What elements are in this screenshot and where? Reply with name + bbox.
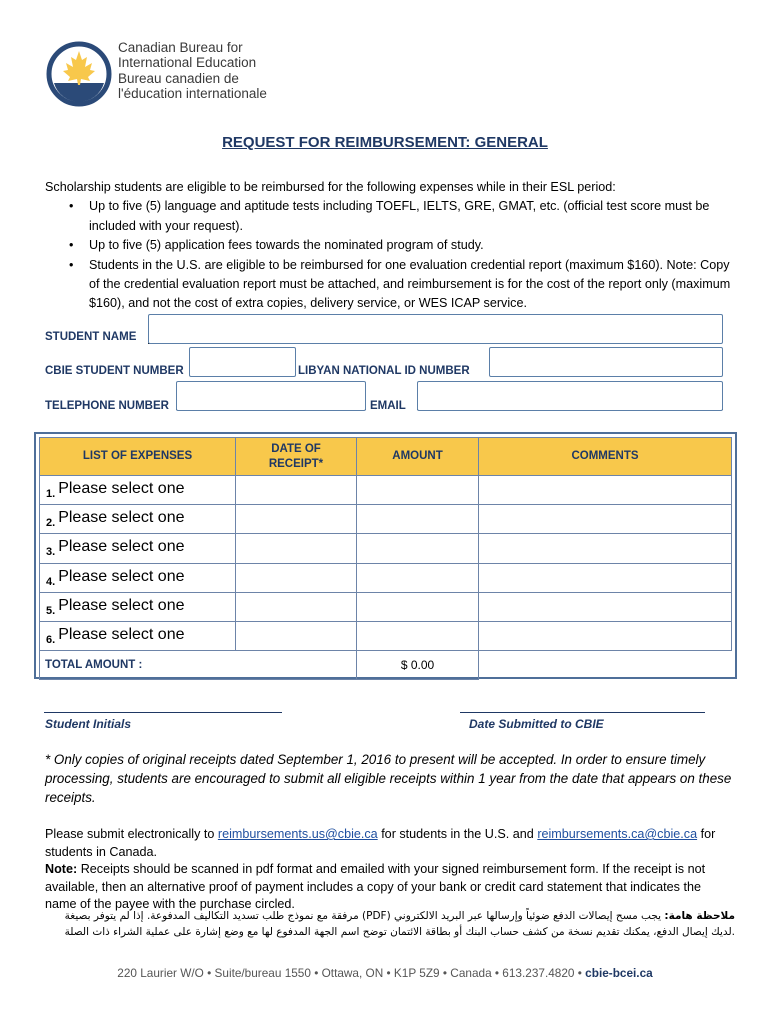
expense-table xyxy=(39,437,732,680)
website-text: cbie-bcei.ca xyxy=(585,966,653,980)
student-initials-label: Student Initials xyxy=(45,717,132,731)
table-row xyxy=(40,505,732,534)
row-number: 3. xyxy=(46,546,56,559)
date-submitted-label: Date Submitted to CBIE xyxy=(469,717,604,731)
comments-input[interactable] xyxy=(479,563,732,592)
date-input[interactable] xyxy=(236,563,357,592)
total-amount-label: TOTAL AMOUNT : xyxy=(40,651,357,680)
telephone-field[interactable] xyxy=(176,381,366,411)
telephone-label: TELEPHONE NUMBER xyxy=(45,400,169,412)
amount-input[interactable] xyxy=(357,592,479,621)
table-row xyxy=(40,476,732,505)
total-amount-value: $ 0.00 xyxy=(357,651,479,680)
org-name-fr-1: Bureau canadien de xyxy=(118,71,239,86)
expense-select[interactable] xyxy=(40,563,236,592)
address-text: 220 Laurier W/O • Suite/bureau 1550 • Ottawa, ON • K1P 5Z9 • Canada • 613.237.4820 • xyxy=(117,966,582,980)
row-number: 6. xyxy=(46,634,56,647)
comments-input[interactable] xyxy=(479,476,732,505)
email-us-link[interactable]: reimbursements.us@cbie.ca xyxy=(217,827,378,841)
date-input[interactable] xyxy=(236,476,357,505)
amount-input[interactable] xyxy=(357,476,479,505)
arabic-note xyxy=(45,908,735,940)
expense-dropdown-value[interactable]: Please select one xyxy=(58,480,185,498)
date-input[interactable] xyxy=(236,505,357,534)
header-date-of-receipt: DATE OF RECEIPT* xyxy=(236,438,357,476)
row-number: 1. xyxy=(46,488,56,501)
page-title: REQUEST FOR REIMBURSEMENT: GENERAL xyxy=(222,134,548,151)
header-amount: AMOUNT xyxy=(357,438,479,476)
amount-input[interactable] xyxy=(357,563,479,592)
submission-instructions xyxy=(45,826,735,914)
expense-select[interactable] xyxy=(40,505,236,534)
org-name-fr-2: l'éducation internationale xyxy=(118,86,267,101)
submit-text: for students in the U.S. and xyxy=(381,827,534,841)
student-initials-line[interactable] xyxy=(44,712,282,713)
arabic-note-text: يجب مسح إيصالات الدفع ضوئياً وإرسالها عبر البريد الالكتروني (PDF) مرفقة مع نموذج طلب تسديد التكاليف المدفوعة. إذا لم يتوفر بصيغة .لديك إيصال الدفع، يمكنك تقديم نسخة من كشف حساب البنك أو بطاقة الائتمان توضح اسم الجهة المدفوع لها مع وضع إشارة على عملية الشراء ذات الصلة xyxy=(64,910,735,938)
total-row xyxy=(40,651,732,680)
comments-input[interactable] xyxy=(479,621,732,650)
note-text: Receipts should be scanned in pdf format and emailed with your signed reimbursement form. If the receipt is not available, then an alternative proof of payment includes a copy of your bank or credit card statement that indicates the name of the payee with the purchase circled. xyxy=(45,862,706,912)
total-empty-cell xyxy=(479,651,732,680)
amount-input[interactable] xyxy=(357,621,479,650)
header-list-of-expenses: LIST OF EXPENSES xyxy=(40,438,236,476)
table-row xyxy=(40,563,732,592)
submit-text: for students in Canada. xyxy=(45,827,716,859)
cbie-number-field[interactable] xyxy=(189,347,296,377)
libyan-id-field[interactable] xyxy=(489,347,723,377)
expense-dropdown-value[interactable]: Please select one xyxy=(58,626,185,644)
table-row xyxy=(40,621,732,650)
table-row xyxy=(40,592,732,621)
submit-text: Please submit electronically to xyxy=(45,827,215,841)
date-submitted-line[interactable] xyxy=(460,712,705,713)
footer-address xyxy=(0,966,770,980)
expense-dropdown-value[interactable]: Please select one xyxy=(58,567,185,585)
expense-table-frame xyxy=(34,432,737,679)
org-name-en-2: International Education xyxy=(118,55,257,70)
org-name-en-1: Canadian Bureau for xyxy=(118,40,243,55)
note-label: Note: xyxy=(45,862,78,877)
submit-paragraph xyxy=(45,826,735,861)
eligibility-item: • Up to five (5) application fees towards the nominated program of study. xyxy=(89,236,735,255)
intro-lead: Scholarship students are eligible to be reimbursed for the following expenses while in their ESL period: xyxy=(45,180,616,194)
expense-dropdown-value[interactable]: Please select one xyxy=(58,538,185,556)
header-comments: COMMENTS xyxy=(479,438,732,476)
row-number: 2. xyxy=(46,517,56,530)
date-input[interactable] xyxy=(236,621,357,650)
comments-input[interactable] xyxy=(479,592,732,621)
student-name-field[interactable] xyxy=(148,314,723,344)
expense-select[interactable] xyxy=(40,592,236,621)
eligibility-item: • Up to five (5) language and aptitude tests including TOEFL, IELTS, GRE, GMAT, etc. (official test score must be included with your request). xyxy=(89,197,735,236)
eligibility-list xyxy=(89,197,735,313)
arabic-note-label: ملاحظة هامة: xyxy=(664,910,735,922)
scan-note xyxy=(45,861,735,914)
comments-input[interactable] xyxy=(479,505,732,534)
amount-input[interactable] xyxy=(357,534,479,563)
expense-select[interactable] xyxy=(40,476,236,505)
email-label: EMAIL xyxy=(370,400,406,412)
table-row xyxy=(40,534,732,563)
eligibility-intro xyxy=(45,178,735,314)
amount-input[interactable] xyxy=(357,505,479,534)
email-ca-link[interactable]: reimbursements.ca@cbie.ca xyxy=(537,827,698,841)
expense-dropdown-value[interactable]: Please select one xyxy=(58,596,185,614)
libyan-id-label: LIBYAN NATIONAL ID NUMBER xyxy=(298,365,470,377)
email-field[interactable] xyxy=(417,381,723,411)
receipt-date-note: * Only copies of original receipts dated September 1, 2016 to present will be accepted. In order to ensure timely processing, students are encouraged to submit all eligible receipts within 1 year from the date that appears on these receipts. xyxy=(45,752,732,805)
eligibility-item: • Students in the U.S. are eligible to be reimbursed for one evaluation credential report (maximum $160). Note: Copy of the credential evaluation report must be attached, and reimbursement is for the cost of the report only (maximum $160), and not the cost of extra copies, delivery service, or WES ICAP service. xyxy=(89,256,735,314)
table-header-row xyxy=(40,438,732,476)
row-number: 4. xyxy=(46,575,56,588)
expense-dropdown-value[interactable]: Please select one xyxy=(58,509,185,527)
date-input[interactable] xyxy=(236,592,357,621)
student-name-label: STUDENT NAME xyxy=(45,331,137,343)
cbie-number-label: CBIE STUDENT NUMBER xyxy=(45,365,184,377)
row-number: 5. xyxy=(46,604,56,617)
date-input[interactable] xyxy=(236,534,357,563)
expense-select[interactable] xyxy=(40,621,236,650)
comments-input[interactable] xyxy=(479,534,732,563)
cbie-logo xyxy=(46,41,112,107)
expense-select[interactable] xyxy=(40,534,236,563)
organization-name xyxy=(118,40,267,101)
